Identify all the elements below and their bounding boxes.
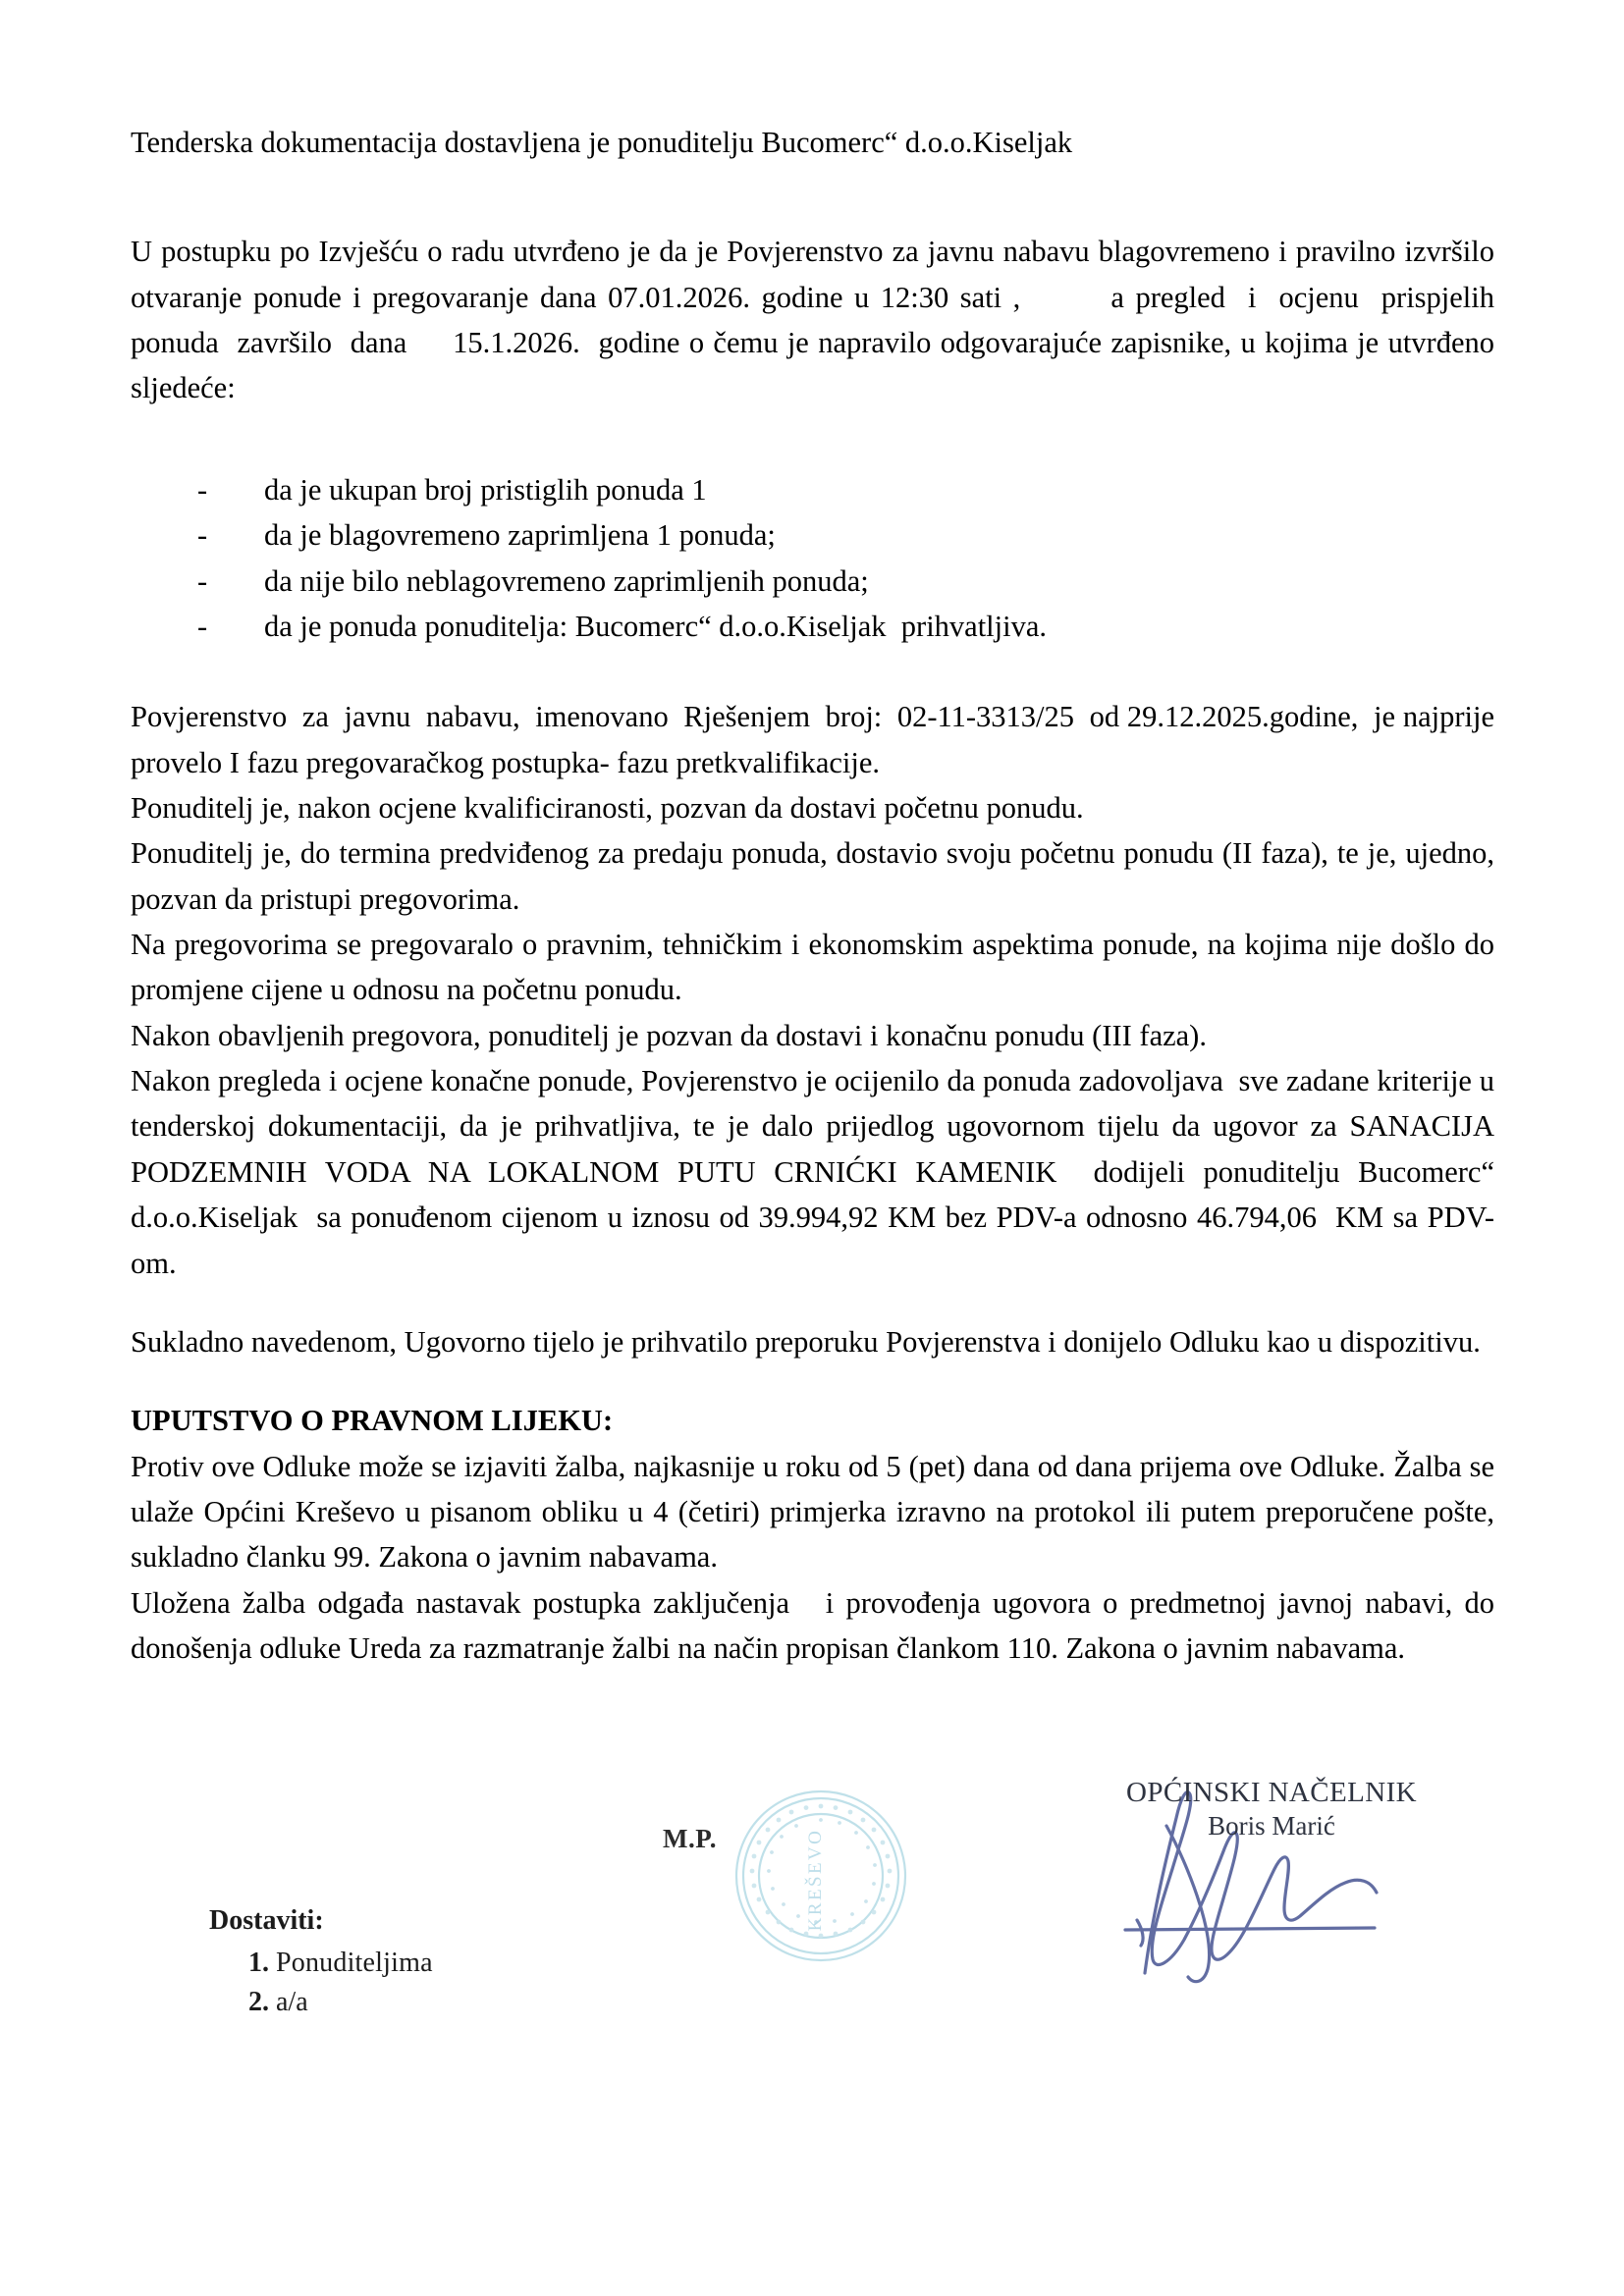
legal-remedy-heading: UPUTSTVO O PRAVNOM LIJEKU: (131, 1404, 614, 1438)
delivery-list-item (209, 1944, 700, 1984)
spacer (131, 442, 1494, 467)
conclusion-paragraph: Sukladno navedenom, Ugovorno tijelo je prihvatilo preporuku Povjerenstva i donijelo Odluku kao u dispozitivu. (131, 1324, 1481, 1359)
stamp-text: KREŠEVO (805, 1828, 826, 1932)
signatory-block (1075, 1777, 1468, 1842)
delivery-block (209, 1902, 700, 2023)
delivery-list-item (209, 1983, 700, 2023)
list-item (131, 604, 1494, 649)
document-body (131, 120, 1510, 1671)
list-item (131, 467, 1494, 512)
commission-paragraph: Povjerenstvo za javnu nabavu, imenovano Rješenjem broj: 02-11-3313/25 od 29.12.2025.godine, je najprije provelo I fazu pregovaračkog postupka- fazu pretkvalifikacije. (131, 700, 1502, 779)
spacer (131, 649, 1494, 694)
negotiation-paragraph: Na pregovorima se pregovaralo o pravnim, tehničkim i ekonomskim aspektima ponude, na kojima nije došlo do promjene cijene u odnosu na početnu ponudu. (131, 928, 1494, 1007)
delivery-heading: Dostaviti: (209, 1905, 324, 1936)
list-item-label: da nije bilo neblagovremeno zaprimljenih ponuda; (264, 563, 869, 598)
phase3-paragraph: Nakon obavljenih pregovora, ponuditelj je pozvan da dostavi i konačnu ponudu (III faza). (131, 1018, 1207, 1052)
legal-remedy-paragraph-1: Protiv ove Odluke može se izjaviti žalba, najkasnije u roku od 5 (pet) dana od dana prijema ove Odluke. Žalba se ulaže Općini Kreševo u pisanom obliku u 4 (četiri) primjerka izravno na protokol ili putem preporučene pošte, sukladno članku 99. Zakona o javnim nabavama. (131, 1449, 1494, 1575)
delivery-item-label: Ponuditeljima (276, 1947, 433, 1978)
phase2-paragraph: Ponuditelj je, do termina predviđenog za predaju ponuda, dostavio svoju početnu ponudu (II faza), te je, ujedno, pozvan da pristupi pregovorima. (131, 836, 1494, 916)
official-stamp-icon (731, 1787, 910, 1965)
delivery-item-label: a/a (276, 1987, 308, 2018)
legal-remedy-paragraph-2: Uložena žalba odgađa nastavak postupka zaključenja i provođenja ugovora o predmetnoj javnoj nabavi, do donošenja odluke Ureda za razmatranje žalbi na način propisan člankom 110. Zakona o javnim nabavama. (131, 1585, 1502, 1666)
findings-list (131, 467, 1494, 649)
delivery-list (209, 1944, 700, 2023)
award-paragraph: Nakon pregleda i ocjene konačne ponude, Povjerenstvo je ocijenilo da ponuda zadovoljava sve zadane kriterije u tenderskoj dokumentaciji, da je prihvatljiva, te je dalo prijedlog ugovornom tijelu da ugovor za SANACIJA PODZEMNIH VODA NA LOKALNOM PUTU CRNIĆKI KAMENIK dodijeli ponuditelju Bucomerc“ d.o.o.Kiseljak sa ponuđenom cijenom u iznosu od 39.994,92 KM bez PDV-a odnosno 46.794,06 KM sa PDV-om. (131, 1064, 1502, 1280)
procedure-paragraph: U postupku po Izvješću o radu utvrđeno je da je Povjerenstvo za javnu nabavu blagovremeno i pravilno izvršilo otvaranje ponude i pregovaranje dana 07.01.2026. godine u 12:30 sati , a pregled i ocjenu prispjelih ponuda završilo dana 15.1.2026. godine o čemu je napravilo odgovarajuće zapisnike, u kojima je utvrđeno sljedeće: (131, 235, 1510, 405)
list-item-label: da je ponuda ponuditelja: Bucomerc“ d.o.o.Kiseljak prihvatljiva. (264, 609, 1048, 643)
list-item (131, 559, 1494, 604)
delivery-item-number: 1. (248, 1947, 269, 1978)
spacer (131, 1364, 1494, 1398)
list-item-label: da je ukupan broj pristiglih ponuda 1 (264, 472, 707, 507)
list-item (131, 512, 1494, 558)
bullet-dash-icon: - (197, 518, 208, 553)
signatory-name: Boris Marić (1208, 1811, 1335, 1841)
signatory-title: OPĆINSKI NAČELNIK (1126, 1777, 1417, 1808)
spacer (131, 1286, 1494, 1319)
spacer (131, 195, 1494, 229)
bullet-dash-icon: - (197, 609, 208, 643)
phase1-paragraph: Ponuditelj je, nakon ocjene kvalificiranosti, pozvan da dostavi početnu ponudu. (131, 790, 1084, 825)
stamp-place-label: M.P. (663, 1824, 717, 1853)
bullet-dash-icon: - (197, 563, 208, 598)
bullet-dash-icon: - (197, 472, 208, 507)
list-item-label: da je blagovremeno zaprimljena 1 ponuda; (264, 518, 776, 553)
intro-paragraph: Tenderska dokumentacija dostavljena je ponuditelju Bucomerc“ d.o.o.Kiseljak (131, 126, 1073, 159)
delivery-item-number: 2. (248, 1987, 269, 2018)
